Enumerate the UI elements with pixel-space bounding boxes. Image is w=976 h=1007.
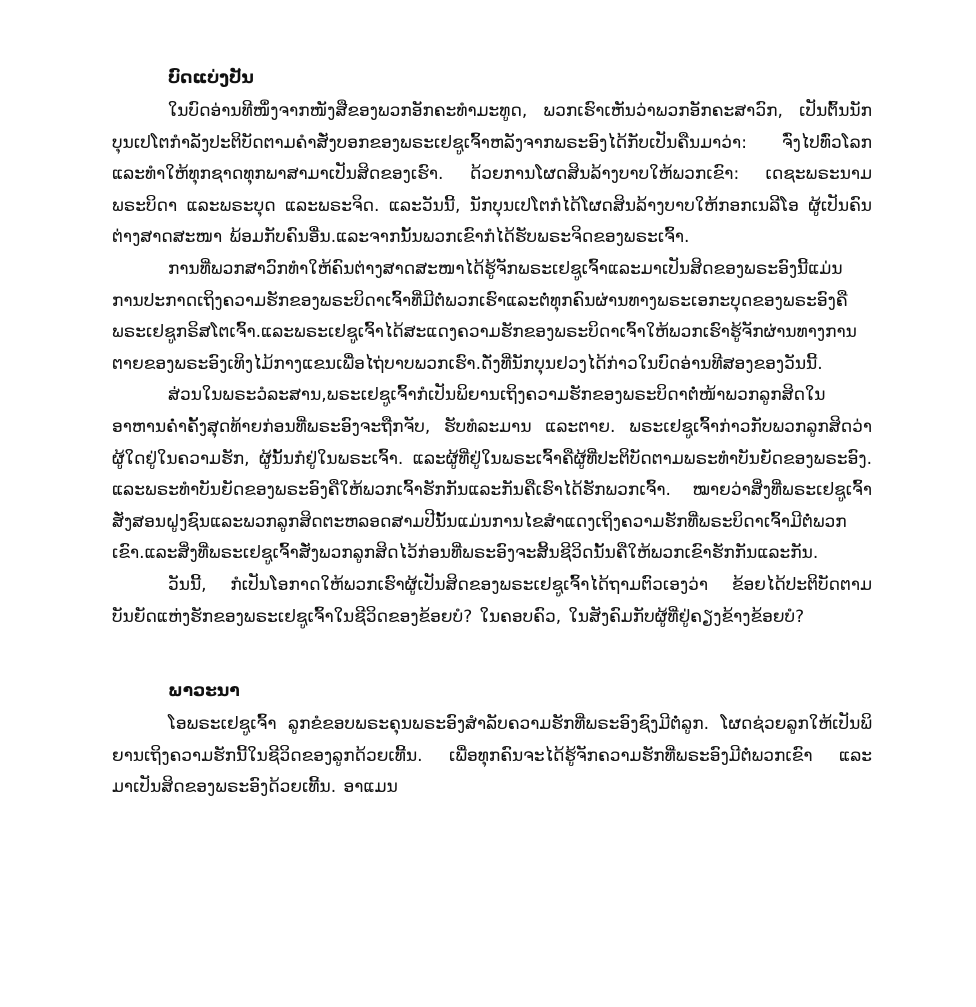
reflection-paragraph-2: ການທີ່ພວກສາວົກທຳໃຫ້ຄົນຕ່າງສາດສະໜາໄດ້ຮູ້ຈັກພຣະເຢຊູເຈົ້າແລະມາເປັນສິດຂອງພຣະອົງນີ້ແມ່ນການປະກາດເຖິງຄວາມຮັກຂອງພຣະບິດາເຈົ້າທີ່ມີຕໍ່ພວກເຮົາແລະຕໍ່ທຸກຄົນຜ່ານທາງພຣະເອກະບຸດຂອງພຣະອົງຄືພຣະເຢຊູກຣິສໂຕເຈົ້າ.ແລະພຣະເຢຊູເຈົ້າໄດ້ສະແດງຄວາມຮັກຂອງພຣະບິດາເຈົ້າໃຫ້ພວກເຮົາຮູ້ຈັກຜ່ານທາງການຕາຍຂອງພຣະອົງເທິງໄມ້ກາງແຂນເພື່ອໄຖ່ບາບພວກເຮົາ.ດັ່ງທີ່ນັກບຸນຢວງໄດ້ກ່າວໃນບົດອ່ານທີສອງຂອງວັນນີ້. [112, 258, 857, 374]
prayer-heading: ພາວະນາ [168, 681, 240, 702]
reflection-paragraph-1: ໃນບົດອ່ານທີໜຶ່ງຈາກໜັງສືຂອງພວກອັກຄະທຳມະທູດ, ພວກເຮົາເຫັນວ່າພວກອັກຄະສາວົກ, ເປັນຕົ້ນນັກບຸນເປໂຕກຳລັງປະຕິບັດຕາມຄຳສັ່ງບອກຂອງພຣະເຢຊູເຈົ້າຫລັງຈາກພຣະອົງໄດ້ກັບເປັນຄືນມາວ່າ: ຈົ່ງໄປທົ່ວໂລກແລະທຳໃຫ້ທຸກຊາດທຸກພາສາມາເປັນສິດຂອງເຮົາ. ດ້ວຍການໂຜດສິນລ້າງບາບໃຫ້ພວກເຂົາ: ເດຊະພຣະນາມພຣະບິດາ ແລະພຣະບຸດ ແລະພຣະຈິດ. ແລະວັນນີ້, ນັກບຸນເປໂຕກໍໄດ້ໂຜດສິນລ້າງບາບໃຫ້ກອກເນລີໂອ ຜູ້ເປັນຄົນຕ່າງສາດສະໜາ ພ້ອມກັບຄົນອື່ນ.ແລະຈາກນັ້ນພວກເຂົາກໍໄດ້ຮັບພຣະຈິດຂອງພຣະເຈົ້າ. [112, 101, 872, 248]
prayer-text: ໂອພຣະເຢຊູເຈົ້າ ລູກຂໍຂອບພຣະຄຸນພຣະອົງສຳລັບຄວາມຮັກທີ່ພຣະອົງຊົງມີຕໍ່ລູກ. ໂຜດຊ່ວຍລູກໃຫ້ເປັນພິຍານເຖິງຄວາມຮັກນີ້ໃນຊີວິດຂອງລູກດ້ວຍເທີ້ນ. ເພື່ອທຸກຄົນຈະໄດ້ຮູ້ຈັກຄວາມຮັກທີ່ພຣະອົງມີຕໍ່ພວກເຂົາ ແລະມາເປັນສິດຂອງພຣະອົງດ້ວຍເທີ້ນ. ອາແມນ [112, 714, 872, 798]
reflection-paragraph-3: ສ່ວນໃນພຣະວໍລະສານ,ພຣະເຢຊູເຈົ້າກໍເປັນພິຍານເຖິງຄວາມຮັກຂອງພຣະບິດາຕໍ່ໜ້າພວກລູກສິດໃນອາຫານຄ່ຳຄັ້ງສຸດທ້າຍກ່ອນທີ່ພຣະອົງຈະຖືກຈັບ, ຮັບທໍລະມານ ແລະຕາຍ. ພຣະເຢຊູເຈົ້າກ່າວກັບພວກລູກສິດວ່າຜູ້ໃດຢູ່ໃນຄວາມຮັກ, ຜູ້ນັ້ນກໍຢູ່ໃນພຣະເຈົ້າ. ແລະຜູ້ທີ່ຢູ່ໃນພຣະເຈົ້າຄືຜູ້ທີ່ປະຕິບັດຕາມພຣະທຳບັນຍັດຂອງພຣະອົງ. ແລະພຣະທຳບັນຍັດຂອງພຣະອົງຄືໃຫ້ພວກເຈົ້າຮັກກັນແລະກັນຄືເຮົາໄດ້ຮັກພວກເຈົ້າ. ໝາຍວ່າສິ່ງທີ່ພຣະເຢຊູເຈົ້າສັ່ງສອນຝູງຊົນແລະພວກລູກສິດຕະຫລອດສາມປີນັ້ນແມ່ນການໄຂສຳແດງເຖິງຄວາມຮັກທີ່ພຣະບິດາເຈົ້າມີຕໍ່ພວກເຂົາ.ແລະສິ່ງທີ່ພຣະເຢຊູເຈົ້າສັ່ງພວກລູກສິດໄວ້ກ່ອນທີ່ພຣະອົງຈະສິ້ນຊີວິດນັ້ນຄືໃຫ້ພວກເຂົາຮັກກັນແລະກັນ. [112, 385, 872, 564]
document-page [112, 60, 872, 804]
reflection-heading: ບົດແບ່ງປັນ [168, 68, 254, 88]
section-spacer [112, 633, 872, 673]
reflection-paragraph-4: ວັນນີ້, ກໍເປັນໂອກາດໃຫ້ພວກເຮົາຜູ້ເປັນສິດຂອງພຣະເຢຊູເຈົ້າໄດ້ຖາມຕົວເອງວ່າ ຂ້ອຍໄດ້ປະຕິບັດຕາມບັນຍັດແຫ່ງຮັກຂອງພຣະເຢຊູເຈົ້າໃນຊີວິດຂອງຂ້ອຍບໍ? ໃນຄອບຄົວ, ໃນສັງຄົມກັບຜູ້ທີ່ຢູ່ຄຽງຂ້າງຂ້ອຍບໍ? [112, 574, 872, 627]
